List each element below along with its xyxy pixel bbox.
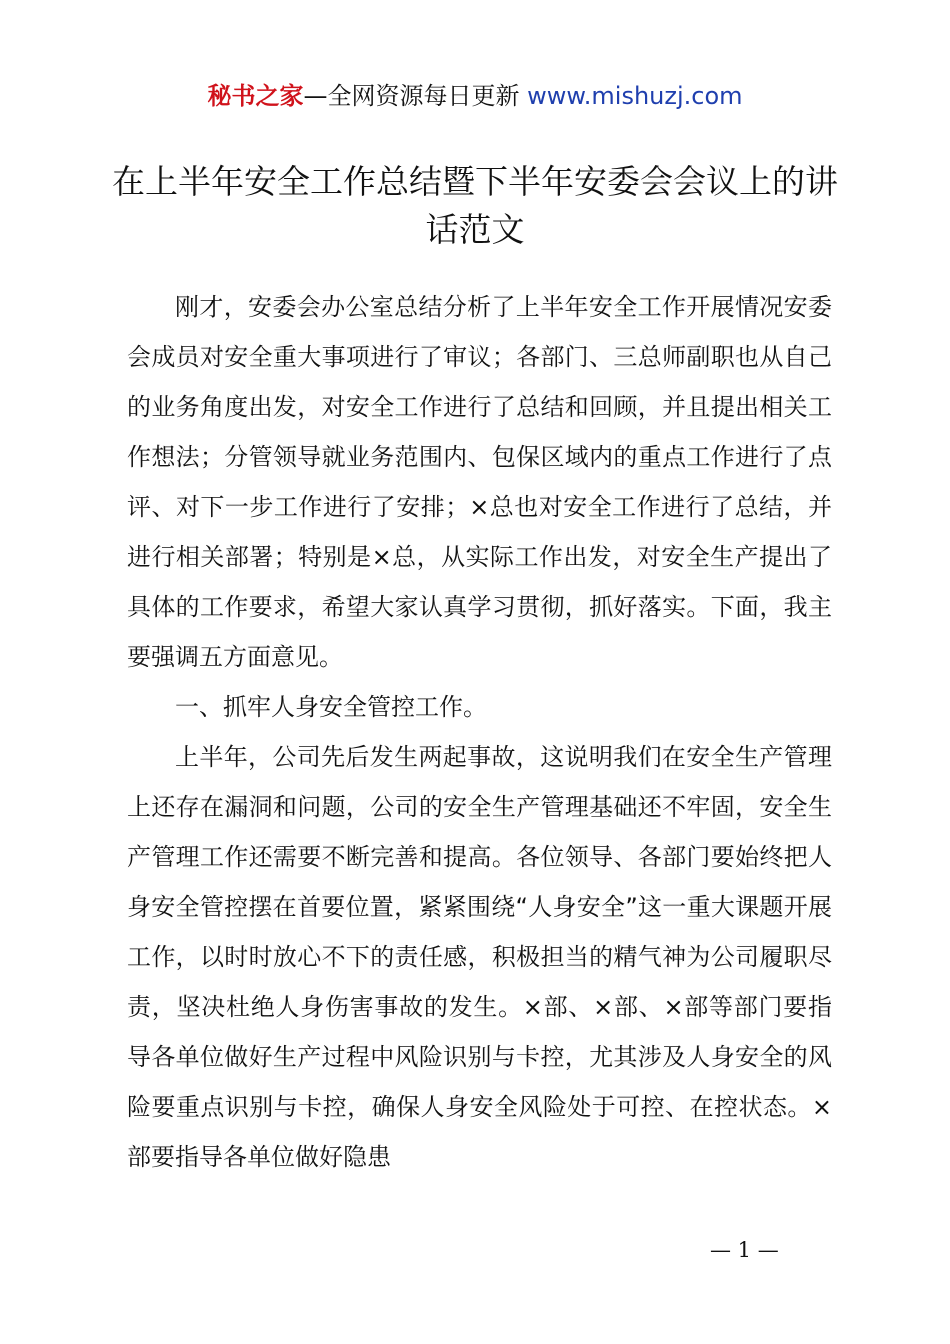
header-slogan: —全网资源每日更新 (303, 82, 528, 110)
document-title: 在上半年安全工作总结暨下半年安委会会议上的讲话范文 (112, 162, 838, 249)
page-number: — 1 — (710, 1238, 779, 1262)
section-heading-1: 一、抓牢人身安全管控工作。 (175, 693, 487, 721)
site-header (0, 80, 950, 112)
brand-name: 秘书之家 (207, 82, 304, 110)
paragraph-section-1: 上半年，公司先后发生两起事故，这说明我们在安全生产管理上还存在漏洞和问题，公司的安全生产管理基础还不牢固，安全生产管理工作还需要不断完善和提高。各位领导、各部门要始终把人身安全管控摆在首要位置，紧紧围绕“人身安全”这一重大课题开展工作，以时时放心不下的责任感，积极担当的精气神为公司履职尽责，坚决杜绝人身伤害事故的发生。×部、×部、×部等部门要指导各单位做好生产过程中风险识别与卡控，尤其涉及人身安全的风险要重点识别与卡控，确保人身安全风险处于可控、在控状态。×部要指导各单位做好隐患 (127, 743, 832, 1171)
paragraph-intro: 刚才，安委会办公室总结分析了上半年安全工作开展情况安委会成员对安全重大事项进行了审议；各部门、三总师副职也从自己的业务角度出发，对安全工作进行了总结和回顾，并且提出相关工作想法；分管领导就业务范围内、包保区域内的重点工作进行了点评、对下一步工作进行了安排；×总也对安全工作进行了总结，并进行相关部署；特别是×总，从实际工作出发，对安全生产提出了具体的工作要求，希望大家认真学习贯彻，抓好落实。下面，我主要强调五方面意见。 (127, 293, 832, 671)
site-link[interactable]: www.mishuzj.com (527, 82, 743, 110)
document-body (127, 282, 832, 1182)
